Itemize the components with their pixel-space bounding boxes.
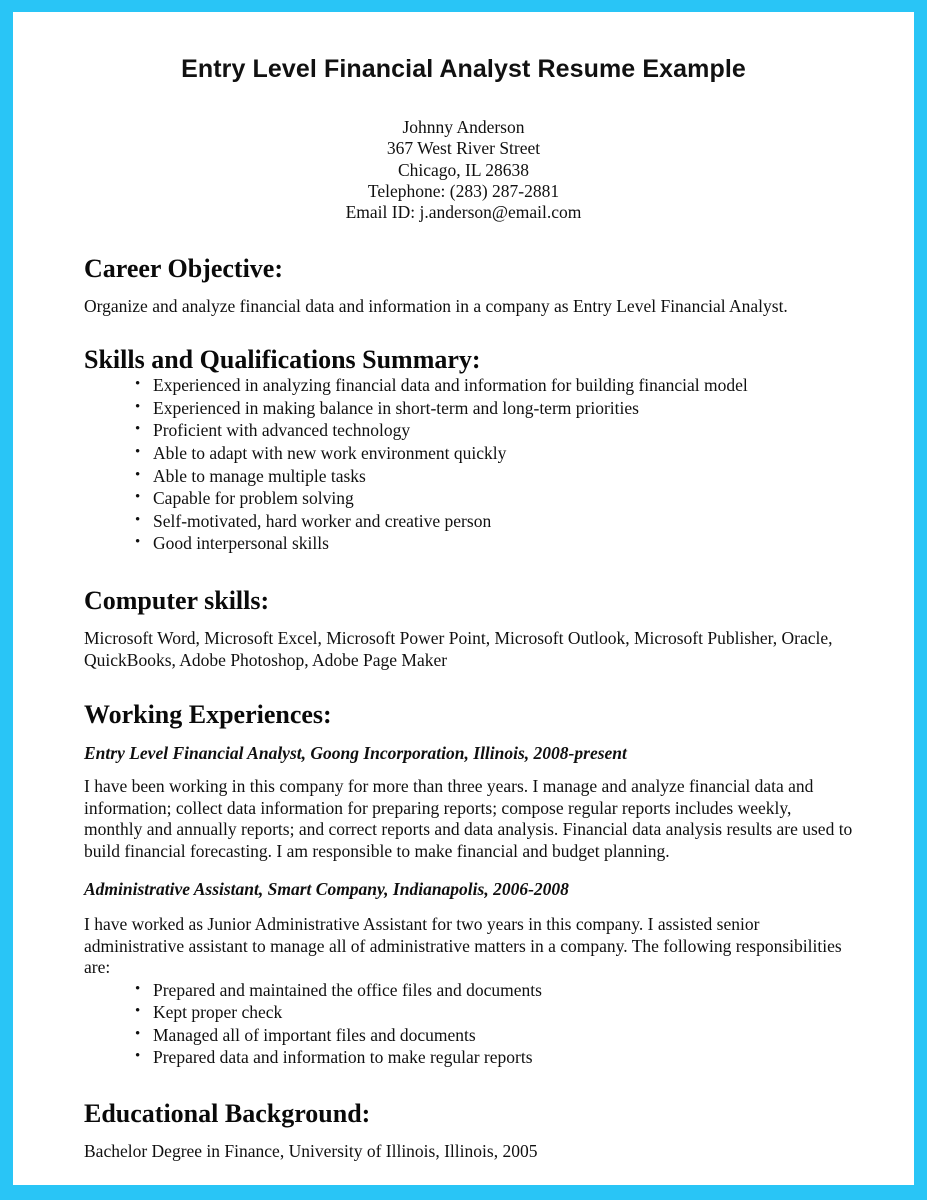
list-item: • Self-motivated, hard worker and creative person [84, 510, 854, 533]
list-item: • Able to adapt with new work environment quickly [84, 442, 854, 465]
list-item: • Prepared data and information to make regular reports [84, 1046, 854, 1069]
educational-background-heading: Educational Background: [84, 1099, 371, 1129]
contact-city-state-zip: Chicago, IL 28638 [397, 159, 530, 180]
list-item: • Good interpersonal skills [84, 532, 854, 555]
contact-block [13, 117, 914, 223]
contact-street: 367 West River Street [386, 138, 541, 159]
job-description: I have worked as Junior Administrative Assistant for two years in this company. I assisted senior administrative assistant to manage all of administrative matters in a company. The following responsibilities are: [84, 914, 842, 978]
contact-email: Email ID: j.anderson@email.com [345, 202, 582, 223]
job-title: Administrative Assistant, Smart Company, Indianapolis, 2006-2008 [84, 879, 569, 900]
computer-skills-heading: Computer skills: [84, 585, 270, 615]
career-objective-heading: Career Objective: [84, 254, 283, 284]
resume-page [13, 12, 914, 1185]
job-title: Entry Level Financial Analyst, Goong Incorporation, Illinois, 2008-present [84, 743, 627, 764]
list-item: • Capable for problem solving [84, 487, 854, 510]
contact-name: Johnny Anderson [402, 117, 525, 137]
job-entry [84, 879, 854, 1069]
list-item: • Experienced in making balance in short-term and long-term priorities [84, 397, 854, 420]
working-experiences-heading: Working Experiences: [84, 700, 332, 730]
skills-summary-list [84, 374, 854, 555]
list-item: • Experienced in analyzing financial data and information for building financial model [84, 374, 854, 397]
section-career-objective [13, 254, 914, 317]
job-description: I have been working in this company for more than three years. I manage and analyze financial data and information; collect data information for preparing reports; compose regular reports includes weekly, monthly and annually reports; and correct reports and data analysis. Financial data analysis results are used to build financial forecasting. I am responsible to make financial and budget planning. [84, 776, 853, 861]
list-item: • Able to manage multiple tasks [84, 465, 854, 488]
section-working-experiences [13, 700, 914, 1069]
job-entry [84, 743, 854, 862]
computer-skills-text: Microsoft Word, Microsoft Excel, Microsoft Power Point, Microsoft Outlook, Microsoft Publisher, Oracle, QuickBooks, Adobe Photoshop, Adobe Page Maker [84, 628, 833, 670]
section-educational-background [13, 1099, 914, 1163]
contact-telephone: Telephone: (283) 287-2881 [367, 180, 560, 201]
skills-summary-heading: Skills and Qualifications Summary: [84, 345, 481, 375]
page-title: Entry Level Financial Analyst Resume Example [181, 55, 746, 83]
list-item: • Kept proper check [84, 1001, 854, 1024]
list-item: • Proficient with advanced technology [84, 419, 854, 442]
section-skills-summary [13, 345, 914, 555]
list-item: • Managed all of important files and documents [84, 1024, 854, 1047]
list-item: • Prepared and maintained the office files and documents [84, 979, 854, 1002]
section-computer-skills [13, 586, 914, 671]
job-responsibilities-list [84, 979, 854, 1069]
career-objective-text: Organize and analyze financial data and information in a company as Entry Level Financial Analyst. [84, 295, 788, 316]
educational-background-text: Bachelor Degree in Finance, University of Illinois, Illinois, 2005 [84, 1141, 538, 1162]
